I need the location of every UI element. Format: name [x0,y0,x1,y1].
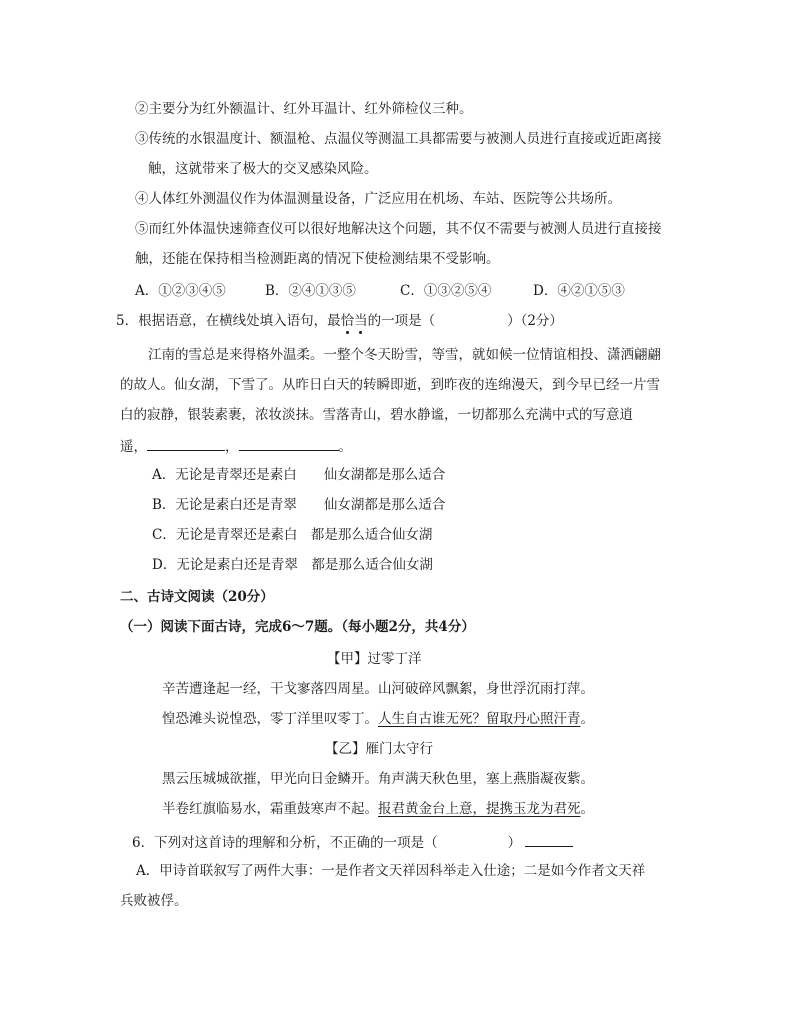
section-2-title: 二、古诗文阅读（20分） [120,589,274,605]
q5-blank-2[interactable] [239,436,339,451]
poem-yi-underlined: 报君黄金台上意，提携玉龙为君死 [378,801,581,817]
poem-yi-line1: 黑云压城城欲摧，甲光向日金鳞开。角声满天秋色里，塞上燕脂凝夜紫。 [162,771,594,787]
q4-item-5-line2: 触，还能在保持相当检测距离的情况下使检测结果不受影响。 [135,251,500,267]
poem-yi-line2: 半卷红旗临易水，霜重鼓寒声不起。报君黄金台上意，提携玉龙为君死。 [162,801,594,817]
q4-option-a[interactable]: A．①②③④⑤ [135,283,226,299]
q5-option-c[interactable]: C．无论是青翠还是素白 都是那么适合仙女湖 [152,527,433,543]
q5-option-b[interactable]: B．无论是素白还是青翠 仙女湖都是那么适合 [152,497,446,513]
q6-option-a-line2: 兵败被俘。 [120,893,188,909]
q5-option-d[interactable]: D．无论是素白还是青翠 都是那么适合仙女湖 [152,557,433,573]
q5-passage-line3: 白的寂静，银装素裹，浓妆淡抹。雪落青山，碧水静谧，一切都那么充满中式的写意逍 [120,407,633,423]
q6-stem: 6．下列对这首诗的理解和分析，不正确的一项是（ ） [132,832,573,852]
q5-passage-line1: 江南的雪总是来得格外温柔。一整个冬天盼雪，等雪，就如候一位情谊相投、潇洒翩翩 [148,347,661,363]
q6-answer-blank[interactable] [525,832,573,847]
q4-item-5-line1: ⑤而红外体温快速筛查仪可以很好地解决这个问题，其不仅不需要与被测人员进行直接接 [135,221,662,237]
section-2-part-1-title: （一）阅读下面古诗，完成6～7题。（每小题2分，共4分） [120,619,475,635]
q4-item-3-line1: ③传统的水银温度计、额温枪、点温仪等测温工具都需要与被测人员进行直接或近距离接 [135,131,662,147]
q5-blank-1[interactable] [147,436,225,451]
poem-yi-title: 【乙】雁门太守行 [325,741,433,757]
poem-jia-line2: 惶恐滩头说惶恐，零丁洋里叹零丁。人生自古谁无死？留取丹心照汗青。 [162,711,594,727]
q5-option-a[interactable]: A．无论是青翠还是素白 仙女湖都是那么适合 [152,467,446,483]
q5-passage-line2: 的故人。仙女湖，下雪了。从昨日白天的转瞬即逝，到昨夜的连绵漫天，到今早已经一片雪 [120,377,660,393]
q4-item-4: ④人体红外测温仪作为体温测量设备，广泛应用在机场、车站、医院等公共场所。 [135,191,621,207]
poem-jia-underlined: 人生自古谁无死？留取丹心照汗青 [378,711,581,727]
q4-option-c[interactable]: C．①③②⑤④ [400,283,492,299]
q4-option-d[interactable]: D．④②①⑤③ [533,283,625,299]
q4-item-2: ②主要分为红外额温计、红外耳温计、红外筛检仪三种。 [135,101,473,117]
q5-stem: 5．根据语意，在横线处填入语句，最恰当的一项是（ ）（2分） [116,313,563,329]
poem-jia-line1: 辛苦遭逢起一经，干戈寥落四周星。山河破碎风飘絮，身世浮沉雨打萍。 [162,681,594,697]
q4-option-b[interactable]: B．②④①③⑤ [265,283,356,299]
q6-option-a-line1[interactable]: A．甲诗首联叙写了两件大事：一是作者文天祥因科举走入仕途；二是如今作者文天祥 [136,863,646,879]
poem-jia-title: 【甲】过零丁洋 [327,651,422,667]
q4-item-3-line2: 触，这就带来了极大的交叉感染风险。 [148,161,378,177]
q5-passage-line4: 遥， ， 。 [120,436,352,456]
